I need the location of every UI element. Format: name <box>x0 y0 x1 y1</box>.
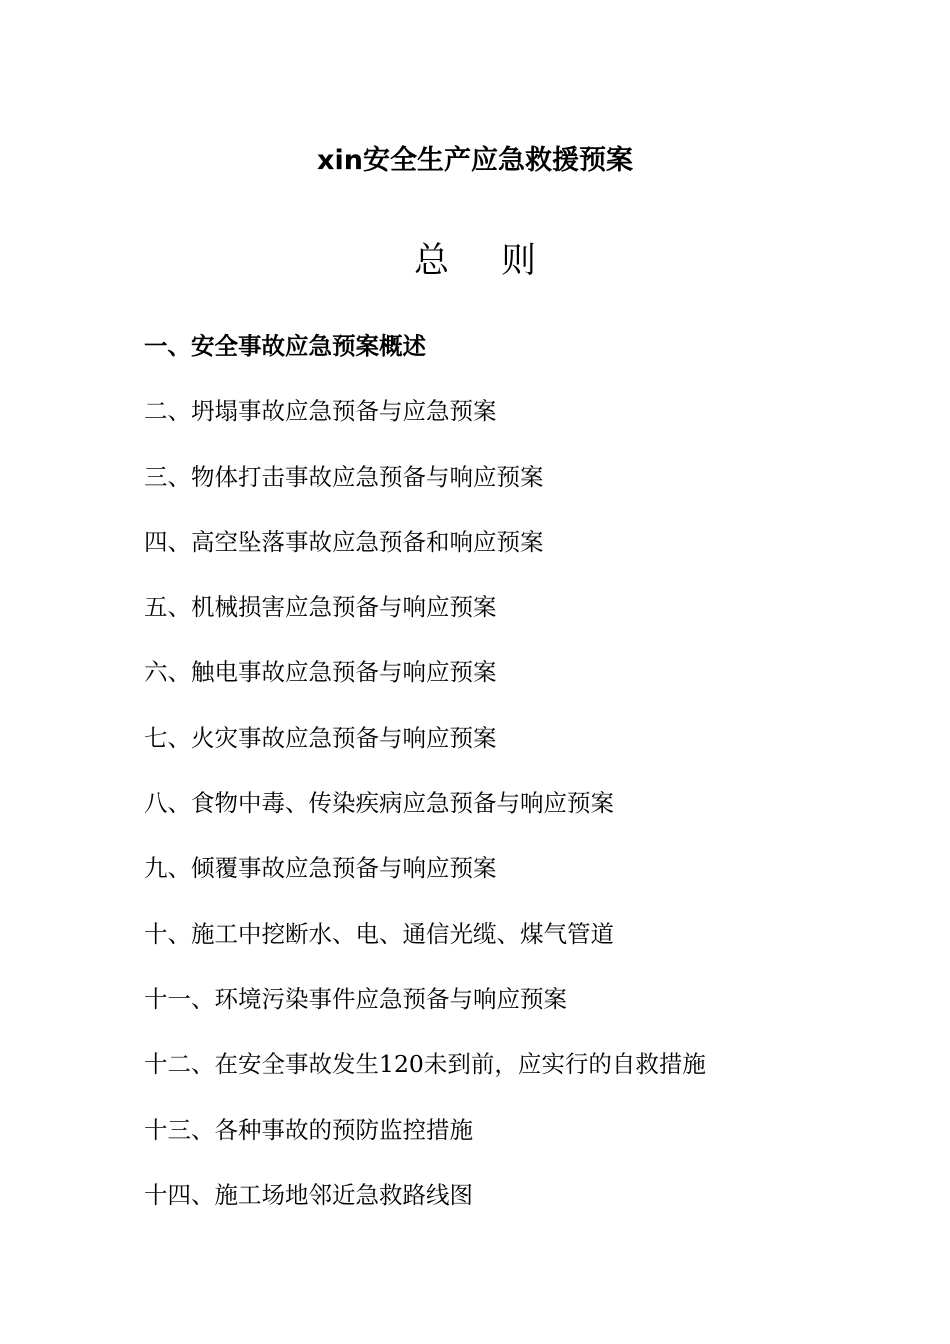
section-title-right: 则 <box>501 241 537 281</box>
toc-item-12: 十二、在安全事故发生120未到前，应实行的自救措施 <box>144 1050 706 1079</box>
toc-item-14: 十四、施工场地邻近急救路线图 <box>144 1180 473 1209</box>
document-title: xin安全生产应急救援预案 <box>317 145 633 176</box>
toc-item-3: 三、物体打击事故应急预备与响应预案 <box>144 462 544 491</box>
table-of-contents <box>144 326 904 1240</box>
toc-item-10: 十、施工中挖断水、电、通信光缆、煤气管道 <box>144 919 614 948</box>
section-title-left: 总 <box>413 241 449 281</box>
toc-item-9: 九、倾覆事故应急预备与响应预案 <box>144 854 497 883</box>
toc-item-4: 四、高空坠落事故应急预备和响应预案 <box>144 527 544 556</box>
toc-item-6: 六、触电事故应急预备与响应预案 <box>144 658 497 687</box>
section-title <box>0 238 950 284</box>
toc-item-8: 八、食物中毒、传染疾病应急预备与响应预案 <box>144 789 614 818</box>
toc-item-7: 七、火灾事故应急预备与响应预案 <box>144 723 497 752</box>
toc-item-5: 五、机械损害应急预备与响应预案 <box>144 593 497 622</box>
toc-item-2: 二、坍塌事故应急预备与应急预案 <box>144 397 497 426</box>
toc-item-1: 一、安全事故应急预案概述 <box>144 332 426 360</box>
toc-item-13: 十三、各种事故的预防监控措施 <box>144 1115 473 1144</box>
toc-item-11: 十一、环境污染事件应急预备与响应预案 <box>144 984 567 1013</box>
